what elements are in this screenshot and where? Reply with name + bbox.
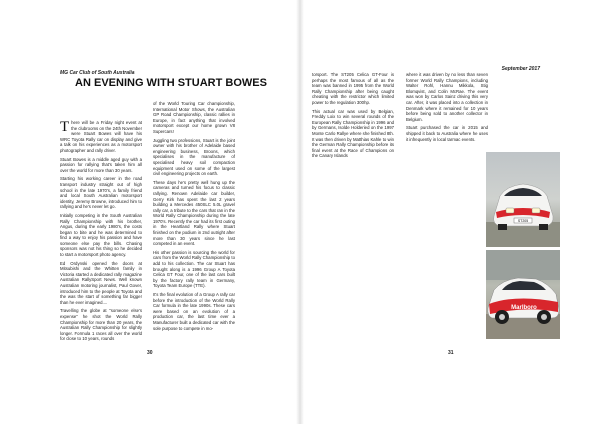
- headlight-right: [532, 208, 540, 213]
- paragraph: Juggling two professions, Stuart is the joint owner with his brother of Adelaide based engineering business, Broons, which specialises in the manufacture of specialised heavy soil compaction equipment used on some of the largest civil engineering projects on earth.: [153, 137, 235, 177]
- sponsor-text: Marlboro: [511, 305, 537, 311]
- paragraph: Ed Ordynski opened the doors at Mitsubishi and the Whitten family in Victoria started a dedicated rally magazine Australian RallySport News. Well known Australian motoring journalist, Paul Gover, introduced him to the people at Toyota and the was the start of something far bigger than he ever imagined....: [60, 260, 142, 305]
- drop-cap: T: [60, 119, 70, 135]
- rally-car-photo-side: [486, 250, 560, 339]
- paragraph: This actual car was used by Belgian, Freddy Loix to win several rounds of the European Rally Championship in 1996 and by Germans, Isolde Holderied on the 1997 Monte Carlo Rallye where she finished 8th. It was then driven by Matthias Kahle to win the German Rally Championship before its final event at the Race of Champions on the Canary Islands: [312, 108, 394, 159]
- background-trees: [486, 250, 560, 280]
- paragraph: Travelling the globe at "someone else's expense" he shot the World Rally Championship for more than 20 years, the Australian Rally Championship for slightly longer. Formula 1 races all over the world for close to 10 years, rounds: [60, 308, 142, 342]
- column-3: [312, 72, 394, 162]
- rally-car-photo-front: [486, 152, 560, 247]
- paragraph: These days he's pretty well hung up the cameras and turned his focus to classic rallying. Renown Adelaide car builder, Gerry Kirk has spent the last 2 years building a Mercedes 450SLC 5.0L gravel rally car, a tribute to the cars that ran in the World Rally Championship during the late 1970's. Recently the car had its first outing in the Heartland Rally where Stuart finished on the podium in 2nd outright after more than 30 years since he last competed in an event.: [153, 179, 235, 247]
- paragraph: [60, 120, 142, 154]
- paragraph: It's the final evolution of a Group A rally car before the introduction of the World Rally Car formula in the late 1990s. These cars were based on an evolution of a production car, the last time ever a Manufacturer built a dedicated car with the sole purpose to compete in mo-: [153, 292, 235, 331]
- hub-front: [499, 314, 505, 320]
- paragraph: torsport. The ST205 Celica GT-Four is perhaps the most famous of all as the team was banned in 1995 from the World Rally Championship after being caught cheating with the restrictor which limited power to the regulation 300hp.: [312, 72, 394, 105]
- column-1: [60, 120, 142, 345]
- club-header: MG Car Club of South Australia: [60, 70, 135, 76]
- issue-date: September 2017: [501, 66, 540, 72]
- hub-rear: [541, 314, 547, 320]
- paragraph: Initially competing in the South Australian Rally Championship with his brother, Angus, during the early 1980's, the costs began to bite and he was determined to find a way to enjoy his passion and have someone else pay the bills. Chasing sponsors was not his thing so he decided to start a motorsport photo agency.: [60, 212, 142, 258]
- page-number-left: 30: [147, 350, 153, 356]
- paragraph: Stuart Bowes is a middle aged guy with a passion for rallying that's taken him all over the world for more than 30 years.: [60, 156, 142, 173]
- paragraph-text: here will be a Friday night event at the clubrooms on the 24th November were Stuart Bowes will have his WRC Toyota Rally car on display and give a talk on his experiences as a motorsport photographer and rally driver.: [60, 120, 142, 153]
- wheel-left: [498, 224, 507, 230]
- article-title: AN EVENING WITH STUART BOWES: [75, 77, 267, 89]
- rally-car-side-illustration: [486, 250, 560, 339]
- headlight-left: [506, 208, 514, 213]
- wheel-right: [539, 224, 548, 230]
- page-gutter: [296, 0, 304, 424]
- rally-car-front-illustration: [486, 152, 560, 247]
- paragraph: where it was driven by no less than seven former World Rally Champions, including Walter Rohl, Hannu Mikkola, Stig Blomqvist, and Colin McRae. The event was won by Carlos Sainz driving this very car. After, it was placed into a collection in Denmark where it remained for 10 years before being sold to another collector in Belgium.: [406, 72, 488, 122]
- page-number-right: 31: [448, 350, 454, 356]
- paragraph: Starting his working career in the road transport industry straight out of high school in the late 1970's, a family friend and local South Australian motorsport identity, Jeremy Browne, introduced him to rallying and he's never let go.: [60, 176, 142, 210]
- paragraph: Stuart purchased the car in 2015 and shipped it back to Australia where he uses it infrequently in local tarmac events.: [406, 125, 488, 142]
- paragraph: of the World Touring Car championship, International Motor Shows, the Australian GP Road Championship, classic rallies in Europe, in fact anything that involved motorsport except our home grown V8 Supercars!: [153, 101, 235, 134]
- plate-text: ST205: [517, 219, 529, 223]
- paragraph: His other passion is sourcing the world for cars from the World Rally Championship to add to his collection. The car Stuart has brought along is a 1996 Group A Toyota Celica GT Four, one of the last cars built by the factory rally team in Germany, Toyota Team Europe (TTE).: [153, 249, 235, 289]
- column-4: [406, 72, 488, 145]
- column-2: [153, 101, 235, 334]
